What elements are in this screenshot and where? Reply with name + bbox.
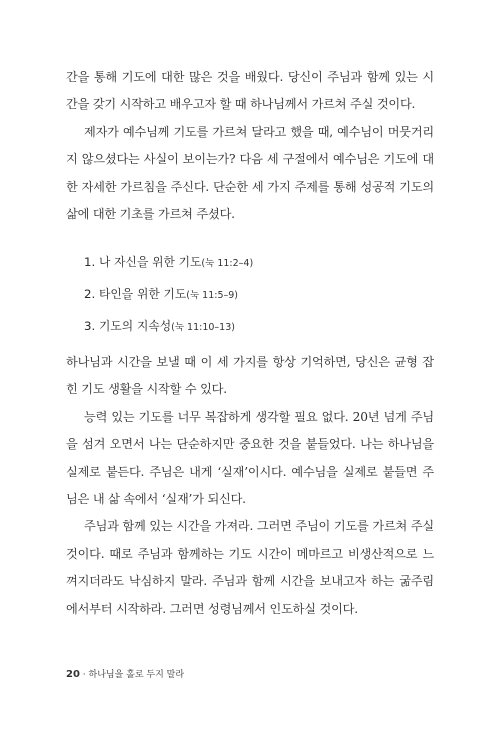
- list-item: [84, 279, 253, 311]
- paragraph-continuation: 간을 통해 기도에 대한 많은 것을 배웠다. 당신이 주님과 함께 있는 시간을 갖기 시작하고 배우고자 할 때 하나님께서 가르쳐 주실 것이다.: [66, 70, 434, 112]
- book-title: 하나님을 홀로 두지 말라: [88, 670, 185, 680]
- list-item: [84, 311, 253, 343]
- paragraph: 주님과 함께 있는 시간을 가져라. 그러면 주님이 기도를 가르쳐 주실 것이다. 때로 주님과 함께하는 기도 시간이 메마르고 비생산적으로 느껴지더라도 낙심하지 말라. 주님과 함께 시간을 보내고자 하는 굶주림에서부터 시작하라. 그러면 성령님께서 인도하실 것이다.: [66, 519, 434, 616]
- body-text-bottom: [66, 349, 434, 623]
- paragraph: 하나님과 시간을 보낼 때 이 세 가지를 항상 기억하면, 당신은 균형 잡힌 기도 생활을 시작할 수 있다.: [66, 355, 434, 397]
- page-number: 20: [66, 669, 80, 680]
- prayer-topics-list: [84, 247, 253, 343]
- scripture-reference: (눅 11:5–9): [186, 290, 239, 301]
- scripture-reference: (눅 11:2–4): [201, 258, 254, 269]
- list-item-text: 3. 기도의 지속성: [84, 319, 172, 333]
- page-footer: [66, 667, 184, 680]
- paragraph: 능력 있는 기도를 너무 복잡하게 생각할 필요 없다. 20년 넘게 주님을 섬겨 오면서 나는 단순하지만 중요한 것을 붙들었다. 나는 하나님을 실제로 붙든다. 주님은 내게 ‘실재’이시다. 예수님을 실제로 붙들면 주님은 내 삶 속에서 ‘실재’가 되신다.: [66, 409, 434, 507]
- list-item-text: 2. 타인을 위한 기도: [84, 287, 187, 301]
- footer-separator: ·: [79, 670, 89, 680]
- body-text-top: [66, 64, 434, 228]
- scripture-reference: (눅 11:10–13): [171, 322, 235, 333]
- list-item: [84, 247, 253, 279]
- list-item-text: 1. 나 자신을 위한 기도: [84, 255, 202, 269]
- paragraph: 제자가 예수님께 기도를 가르쳐 달라고 했을 때, 예수님이 머뭇거리지 않으셨다는 사실이 보이는가? 다음 세 구절에서 예수님은 기도에 대한 자세한 가르침을 주신다. 단순한 세 가지 주제를 통해 성공적 기도의 삶에 대한 기초를 가르쳐 주셨다.: [66, 124, 434, 222]
